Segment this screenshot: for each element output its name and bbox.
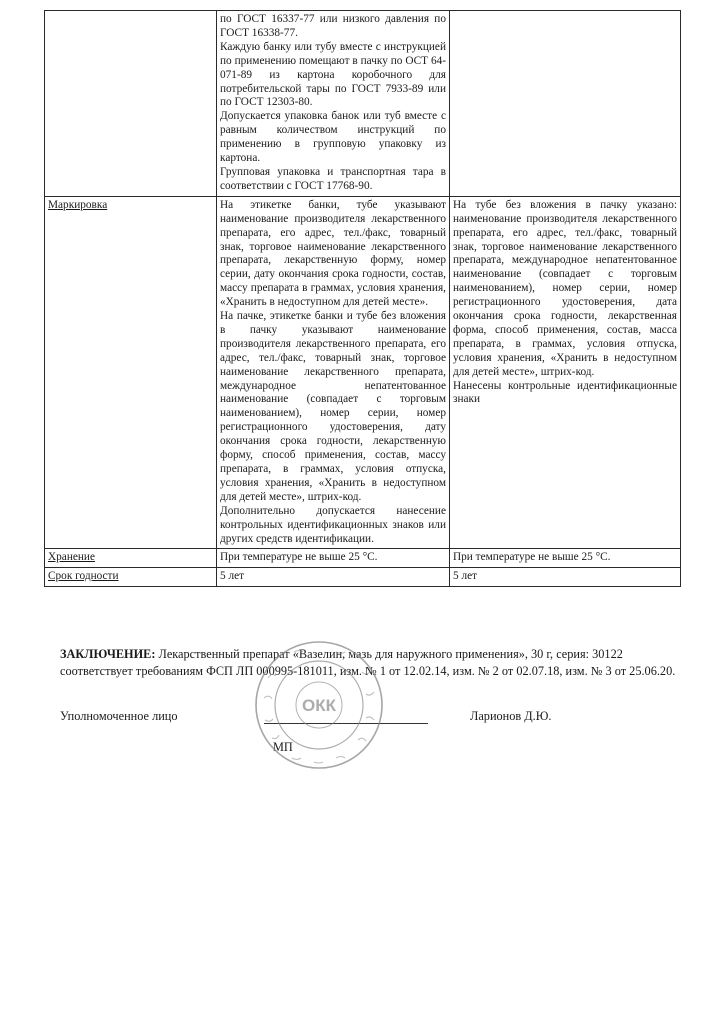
requirement-paragraph: Допускается упаковка банок или туб вместе с равным количеством инструкций по применению в групповую упаковку из картона.	[220, 110, 446, 165]
row-label	[45, 11, 217, 197]
requirement-cell	[217, 11, 450, 197]
row-label-shelf-life: Срок годности	[45, 568, 217, 587]
requirement-paragraph: На этикетке банки, тубе указывают наименование производителя лекарственного препарата, его адрес, тел./факс, товарный знак, торговое наименование лекарственного препарата, лекарственную форму, номер серии, дату окончания срока годности, состав, массу препарата в граммах, условия хранения, «Хранить в недоступном для детей месте».	[220, 198, 446, 309]
table-row-storage	[45, 549, 681, 568]
round-seal-stamp	[252, 638, 386, 772]
requirement-paragraph: Дополнительно допускается нанесение контрольных идентификационных знаков или других средств идентификации.	[220, 504, 446, 545]
signer-name: Ларионов Д.Ю.	[470, 709, 552, 723]
row-label-storage: Хранение	[45, 549, 217, 568]
requirement-paragraph: по ГОСТ 16337-77 или низкого давления по ГОСТ 16338-77.	[220, 13, 446, 39]
result-paragraph: Нанесены контрольные идентификационные знаки	[453, 379, 677, 406]
stamp-place-mark: МП	[273, 740, 293, 754]
seal-center-text: ОКК	[302, 696, 336, 715]
specification-table	[44, 10, 681, 587]
result-cell: При температуре не выше 25 °С.	[450, 549, 681, 568]
requirement-paragraph: Каждую банку или тубу вместе с инструкцией по применению помещают в пачку по ОСТ 64-071-89 из картона коробочного для потребительской тары по ГОСТ 7933-89 или по ГОСТ 12303-80.	[220, 40, 446, 109]
requirement-cell: При температуре не выше 25 °С.	[217, 549, 450, 568]
result-cell	[450, 196, 681, 549]
conclusion-heading: ЗАКЛЮЧЕНИЕ:	[60, 647, 156, 661]
result-cell	[450, 11, 681, 197]
requirement-cell	[217, 196, 450, 549]
requirement-cell: 5 лет	[217, 568, 450, 587]
authorized-person-label: Уполномоченное лицо	[60, 709, 178, 723]
result-cell: 5 лет	[450, 568, 681, 587]
table-row-packaging	[45, 11, 681, 197]
conclusion-text: Лекарственный препарат «Вазелин, мазь для наружного применения», 30 г, серия: 30122 соответствует требованиям ФСП ЛП 000995-181011, изм. № 1 от 12.02.14, изм. № 2 от 02.07.18, изм. № 3 от 25.06.20.	[60, 647, 676, 678]
result-paragraph: На тубе без вложения в пачку указано: наименование производителя лекарственного препарата, его адрес, тел./факс, товарный знак, торговое наименование лекарственного препарата, международное непатентованное наименование (совпадает с торговым наименованием), номер серии, номер регистрационного удостоверения, дата окончания срока годности, лекарственная форма, способ применения, состав, масса препарата, в граммах, условия отпуска, условия хранения, «Хранить в недоступном для детей месте», штрих-код.	[453, 198, 677, 378]
requirement-paragraph: Групповая упаковка и транспортная тара в соответствии с ГОСТ 17768-90.	[220, 165, 446, 192]
table-row-shelf-life	[45, 568, 681, 587]
table-row-marking	[45, 196, 681, 549]
requirement-paragraph: На пачке, этикетке банки и тубе без вложения в пачку указывают наименование производителя лекарственного препарата, его адрес, тел./факс, товарный знак, торговое наименование лекарственного препарата, международное непатентованное наименование (совпадает с торговым наименованием), номер серии, номер регистрационного удостоверения, дату окончания срока годности, лекарственную форму, способ применения, состав, массу препарата, в граммах, условия отпуска, условия хранения, «Хранить в недоступном для детей месте», штрих-код.	[220, 310, 446, 503]
row-label-marking: Маркировка	[45, 196, 217, 549]
